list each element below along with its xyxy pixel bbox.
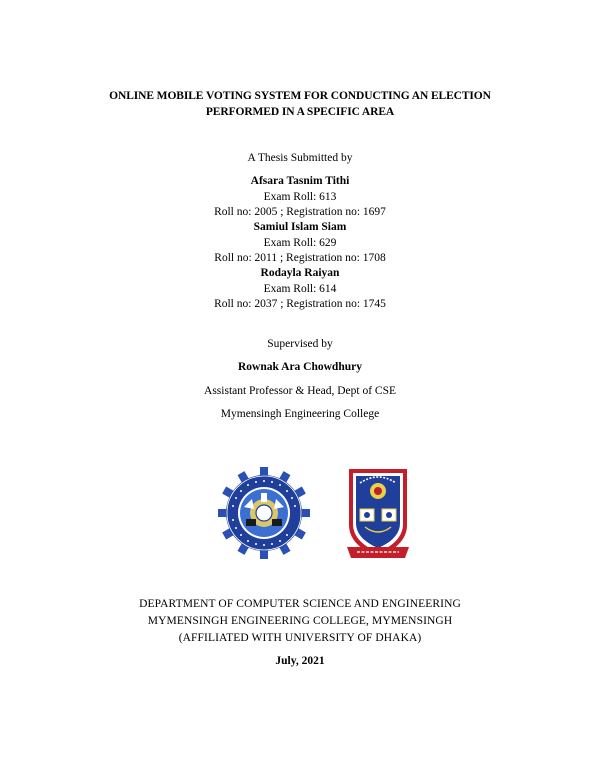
author-1-exam-roll: Exam Roll: 613 (263, 191, 337, 203)
author-3-roll-registration: Roll no: 2037 ; Registration no: 1745 (214, 298, 386, 310)
supervisor-name: Rownak Ara Chowdhury (238, 361, 362, 373)
author-2-roll-registration: Roll no: 2011 ; Registration no: 1708 (214, 252, 386, 264)
submission-date: July, 2021 (275, 655, 325, 667)
university-logo-icon (345, 467, 411, 560)
department-line-2: MYMENSINGH ENGINEERING COLLEGE, MYMENSINGH (147, 615, 453, 627)
department-line-3: (AFFILIATED WITH UNIVERSITY OF DHAKA) (178, 632, 422, 644)
supervisor-position: Assistant Professor & Head, Dept of CSE (204, 385, 396, 397)
logos-row (0, 467, 600, 562)
submitted-by-label: A Thesis Submitted by (247, 152, 353, 164)
author-3-name: Rodayla Raiyan (260, 267, 340, 279)
supervisor-institution: Mymensingh Engineering College (220, 408, 380, 420)
author-2-exam-roll: Exam Roll: 629 (263, 237, 337, 249)
author-1-name: Afsara Tasnim Tithi (250, 175, 350, 187)
author-3-exam-roll: Exam Roll: 614 (263, 283, 337, 295)
thesis-title-line-2: PERFORMED IN A SPECIFIC AREA (205, 106, 395, 118)
college-logo-icon (218, 467, 310, 559)
department-line-1: DEPARTMENT OF COMPUTER SCIENCE AND ENGINEERING (139, 598, 461, 610)
author-1-roll-registration: Roll no: 2005 ; Registration no: 1697 (214, 206, 386, 218)
thesis-title-line-1: ONLINE MOBILE VOTING SYSTEM FOR CONDUCTING AN ELECTION (109, 90, 491, 102)
supervised-by-label: Supervised by (267, 338, 333, 350)
author-2-name: Samiul Islam Siam (253, 221, 347, 233)
